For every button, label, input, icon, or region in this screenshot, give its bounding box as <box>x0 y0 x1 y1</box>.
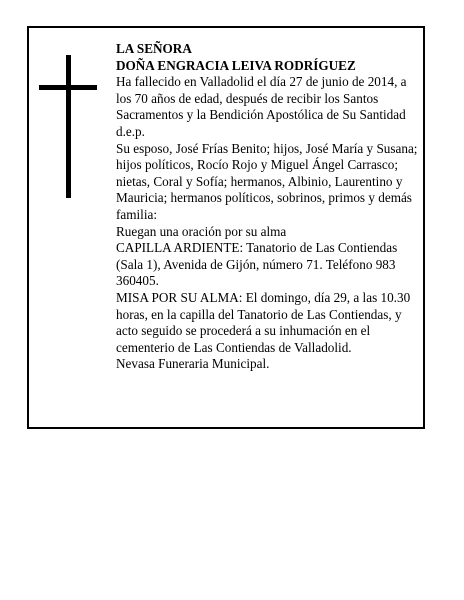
chapel-info: CAPILLA ARDIENTE: Tanatorio de Las Contiendas (Sala 1), Avenida de Gijón, número 71. Teléfono 983 360405. <box>116 240 398 289</box>
death-announcement: Ha fallecido en Valladolid el día 27 de junio de 2014, a los 70 años de edad, después de recibir los Santos Sacramentos y la Bendición Apostólica de Su Santidad d.e.p. <box>116 74 407 139</box>
family-list: Su esposo, José Frías Benito; hijos, José María y Susana; hijos políticos, Rocío Rojo y Miguel Ángel Carrasco; nietas, Coral y Sofía; hermanos, Albinio, Laurentino y Mauricia; hermanos políticos, sobrinos, primos y demás familia: <box>116 140 418 222</box>
latin-cross-icon <box>39 55 97 198</box>
funeral-home: Nevasa Funeraria Municipal. <box>116 356 270 372</box>
obituary-notice-frame <box>27 26 425 429</box>
mass-info: MISA POR SU ALMA: El domingo, día 29, a las 10.30 horas, en la capilla del Tanatorio de Las Contiendas, y acto seguido se procederá a su inhumación en el cementerio de Las Contiendas de Valladolid. <box>116 289 411 355</box>
cross-horizontal-bar <box>39 85 97 90</box>
title-line: LA SEÑORA <box>116 41 192 56</box>
deceased-name: DOÑA ENGRACIA LEIVA RODRÍGUEZ <box>116 57 356 73</box>
cross-vertical-bar <box>66 55 71 198</box>
obituary-text <box>116 41 424 373</box>
prayer-request: Ruegan una oración por su alma <box>116 223 287 239</box>
